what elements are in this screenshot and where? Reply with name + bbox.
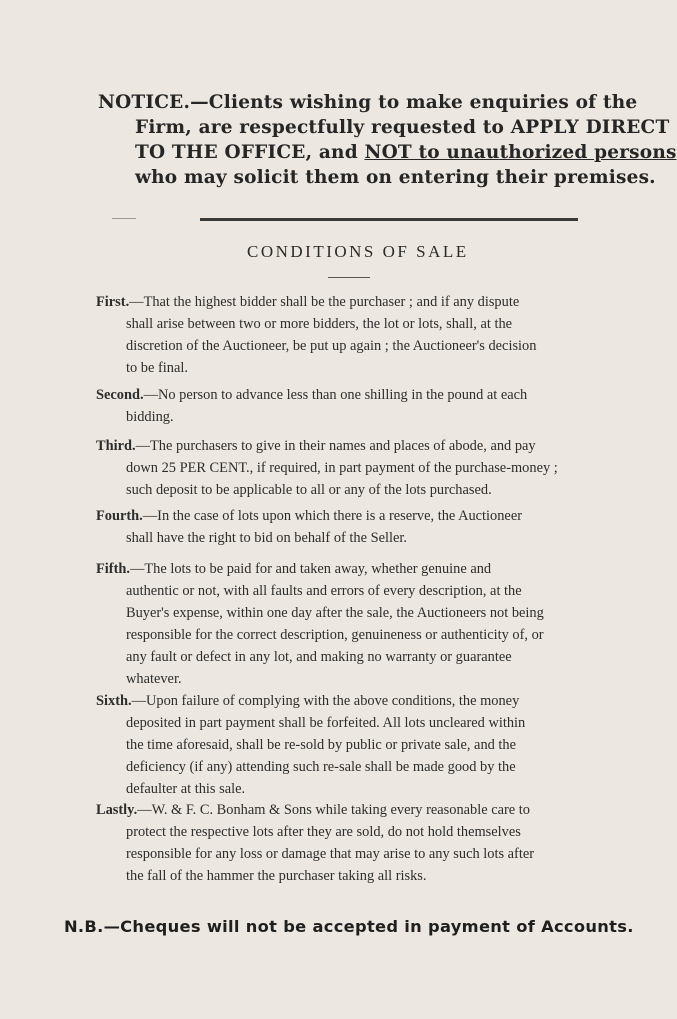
condition-lastly bbox=[96, 799, 604, 887]
condition-line bbox=[96, 558, 604, 580]
condition-fifth bbox=[96, 558, 604, 690]
condition-text: —W. & F. C. Bonham & Sons while taking every reasonable care to bbox=[137, 802, 530, 818]
cheques-note: N.B.—Cheques will not be accepted in payment of Accounts. bbox=[64, 917, 634, 936]
condition-lead: First. bbox=[96, 294, 130, 310]
condition-line: deficiency (if any) attending such re-sale shall be made good by the bbox=[126, 759, 516, 775]
notice-paragraph bbox=[98, 90, 677, 190]
condition-line: shall arise between two or more bidders, the lot or lots, shall, at the bbox=[126, 316, 513, 332]
condition-text: —The lots to be paid for and taken away, whether genuine and bbox=[129, 561, 492, 577]
condition-line: protect the respective lots after they are sold, do not hold themselves bbox=[126, 824, 521, 840]
condition-lead: Second. bbox=[96, 387, 144, 403]
notice-line: NOTICE.—Clients wishing to make enquiries of the bbox=[98, 92, 638, 113]
condition-line: Buyer's expense, within one day after the sale, the Auctioneers not being bbox=[126, 605, 544, 621]
condition-line: authentic or not, with all faults and errors of every description, at the bbox=[126, 583, 522, 599]
condition-line: any fault or defect in any lot, and making no warranty or guarantee bbox=[126, 649, 512, 665]
condition-lead: Fourth. bbox=[96, 508, 143, 524]
condition-line bbox=[96, 799, 604, 821]
condition-lead: Third. bbox=[96, 438, 136, 454]
condition-text: —The purchasers to give in their names and places of abode, and pay bbox=[135, 438, 536, 454]
condition-line: discretion of the Auctioneer, be put up again ; the Auctioneer's decision bbox=[126, 338, 537, 354]
condition-line: deposited in part payment shall be forfeited. All lots uncleared within bbox=[126, 715, 526, 731]
condition-line bbox=[96, 505, 604, 527]
divider-rule bbox=[200, 218, 578, 221]
condition-second bbox=[96, 384, 604, 428]
condition-line: such deposit to be applicable to all or any of the lots purchased. bbox=[126, 482, 492, 498]
conditions-heading: CONDITIONS OF SALE bbox=[247, 242, 469, 261]
condition-line bbox=[96, 690, 604, 712]
condition-line: bidding. bbox=[126, 409, 174, 425]
condition-line: whatever. bbox=[126, 671, 182, 687]
notice-line bbox=[98, 140, 677, 165]
heading-underline bbox=[328, 277, 370, 278]
condition-lead: Fifth. bbox=[96, 561, 130, 577]
condition-line: responsible for any loss or damage that may arise to any such lots after bbox=[126, 846, 535, 862]
condition-line bbox=[96, 384, 604, 406]
condition-text: —No person to advance less than one shilling in the pound at each bbox=[143, 387, 528, 403]
condition-text: —That the highest bidder shall be the purchaser ; and if any dispute bbox=[129, 294, 520, 310]
condition-text: —Upon failure of complying with the above conditions, the money bbox=[131, 693, 520, 709]
condition-lead: Lastly. bbox=[96, 802, 138, 818]
condition-line: down 25 PER CENT., if required, in part payment of the purchase-money ; bbox=[126, 460, 558, 476]
condition-line: defaulter at this sale. bbox=[126, 781, 246, 797]
condition-line: the fall of the hammer the purchaser taking all risks. bbox=[126, 868, 427, 884]
condition-line bbox=[96, 291, 604, 313]
condition-third bbox=[96, 435, 604, 501]
condition-text: —In the case of lots upon which there is a reserve, the Auctioneer bbox=[142, 508, 523, 524]
condition-first bbox=[96, 291, 604, 379]
condition-line: shall have the right to bid on behalf of the Seller. bbox=[126, 530, 407, 546]
notice-underlined-text: NOT to unauthorized persons bbox=[364, 142, 677, 163]
divider-dash bbox=[112, 218, 136, 219]
condition-line: the time aforesaid, shall be re-sold by public or private sale, and the bbox=[126, 737, 517, 753]
notice-text: TO THE OFFICE, and bbox=[135, 142, 365, 163]
condition-line: responsible for the correct description, genuineness or authenticity of, or bbox=[126, 627, 544, 643]
condition-fourth bbox=[96, 505, 604, 549]
condition-lead: Sixth. bbox=[96, 693, 132, 709]
notice-line: Firm, are respectfully requested to APPLY DIRECT bbox=[135, 117, 670, 138]
condition-line bbox=[96, 435, 604, 457]
condition-line: to be final. bbox=[126, 360, 188, 376]
condition-sixth bbox=[96, 690, 604, 800]
notice-line: who may solicit them on entering their premises. bbox=[135, 167, 656, 188]
